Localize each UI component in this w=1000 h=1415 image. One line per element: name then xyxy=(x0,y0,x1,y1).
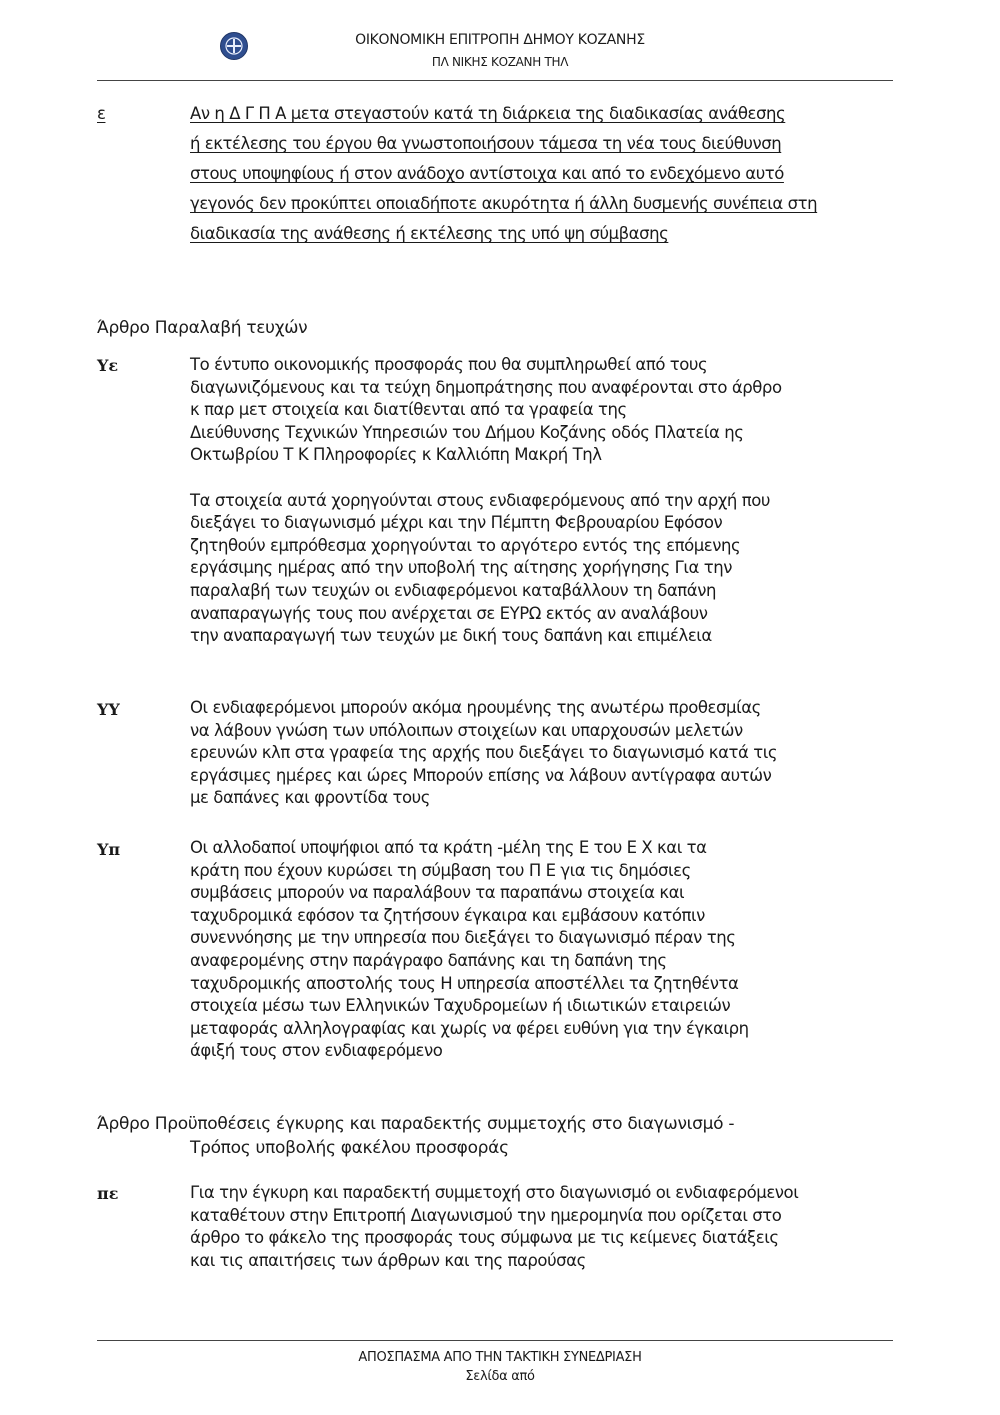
paragraph-line: άφιξή τους στον ενδιαφερόμενο xyxy=(190,1041,443,1061)
paragraph-line: κ παρ μετ στοιχεία και διατίθενται από τα γραφεία της xyxy=(190,400,627,420)
paragraph-line: διεξάγει το διαγωνισμό μέχρι και την Πέμπτη Φεβρουαρίου Εφόσον xyxy=(190,513,723,533)
page-number: Σελίδα από xyxy=(465,1369,535,1384)
article-subheading: Τρόπος υποβολής φακέλου προσφοράς xyxy=(190,1138,509,1158)
paragraph-line: Για την έγκυρη και παραδεκτή συμμετοχή στο διαγωνισμό οι ενδιαφερόμενοι xyxy=(190,1183,799,1202)
header-divider xyxy=(97,80,893,81)
paragraph-line: διαγωνιζόμενους και τα τεύχη δημοπράτησης που αναφέρονται στο άρθρο xyxy=(190,377,782,397)
footer-divider xyxy=(97,1340,893,1341)
paragraph-line-text: την αναπαραγωγή των τευχών με δική τους δαπάνη και επιμέλεια xyxy=(190,626,712,646)
paragraph-number: Υπ xyxy=(97,840,121,859)
paragraph-body xyxy=(190,837,749,1063)
intro-lead: ε xyxy=(97,104,106,123)
paragraph-line: Οι αλλοδαποί υποψήφιοι από τα κράτη -μέλη της Ε του Ε Χ και τα xyxy=(190,838,707,857)
paragraph-line: αναπαραγωγής τους που ανέρχεται σε ΕΥΡΩ εκτός αν αναλάβουν xyxy=(190,603,708,623)
paragraph-line: Οκτωβρίου Τ Κ Πληροφορίες κ Καλλιόπη Μακρή Τηλ xyxy=(190,445,602,465)
paragraph-body xyxy=(190,1182,798,1272)
intro-line: Αν η Δ Γ Π Α μετα στεγαστούν κατά τη διάρκεια της διαδικασίας ανάθεσης xyxy=(190,104,786,123)
paragraph-line: μεταφοράς αλληλογραφίας και χωρίς να φέρει ευθύνη για την έγκαιρη xyxy=(190,1018,749,1038)
paragraph-line: κράτη που έχουν κυρώσει τη σύμβαση του Π Ε για τις δημόσιες xyxy=(190,860,691,880)
paragraph-body xyxy=(190,697,777,810)
paragraph-line: εργάσιμες ημέρες και ώρες Μπορούν επίσης να λάβουν αντίγραφα αυτών xyxy=(190,765,772,785)
paragraph-number: πε xyxy=(97,1184,119,1203)
paragraph-line: ταχυδρομικά εφόσον τα ζητήσουν έγκαιρα και εμβάσουν κατόπιν xyxy=(190,905,705,925)
paragraph-line: Τα στοιχεία αυτά χορηγούνται στους ενδιαφερόμενους από την αρχή που xyxy=(190,490,770,510)
paragraph-line: ταχυδρομικής αποστολής τους Η υπηρεσία αποστέλλει τα ζητηθέντα xyxy=(190,973,739,993)
paragraph-line: Το έντυπο οικονομικής προσφοράς που θα συμπληρωθεί από τους xyxy=(190,355,708,374)
intro-line: διαδικασία της ανάθεσης ή εκτέλεσης της υπό ψη σύμβασης xyxy=(190,224,669,243)
paragraph-line: και τις απαιτήσεις των άρθρων και της παρούσας xyxy=(190,1250,586,1270)
paragraph-line xyxy=(190,467,782,490)
paragraph-number: Υε xyxy=(97,356,119,375)
paragraph-line: συμβάσεις μπορούν να παραλάβουν τα παραπάνω στοιχεία και xyxy=(190,883,685,903)
paragraph-line: Διεύθυνσης Τεχνικών Υπηρεσιών του Δήμου Κοζάνης οδός Πλατεία ης xyxy=(190,422,744,442)
paragraph-number: ΥΥ xyxy=(97,700,120,719)
paragraph-line-last xyxy=(190,625,782,648)
intro-line: στους υποψηφίους ή στον ανάδοχο αντίστοιχα και από το ενδεχόμενο αυτό xyxy=(190,164,784,183)
footer-title: ΑΠΟΣΠΑΣΜΑ ΑΠΟ ΤΗΝ ΤΑΚΤΙΚΗ ΣΥΝΕΔΡΙΑΣΗ xyxy=(358,1350,642,1365)
paragraph-line: ερευνών κλπ στα γραφεία της αρχής που διεξάγει το διαγωνισμό κατά τις xyxy=(190,743,778,763)
paragraph-line: αναφερομένης στην παράγραφο δαπάνης και τη δαπάνη της xyxy=(190,950,667,970)
header-title: ΟΙΚΟΝΟΜΙΚΗ ΕΠΙΤΡΟΠΗ ΔΗΜΟΥ ΚΟΖΑΝΗΣ xyxy=(355,32,645,48)
paragraph-line: στοιχεία μέσω των Ελληνικών Ταχυδρομείων ή ιδιωτικών εταιρειών xyxy=(190,996,731,1016)
article-heading: Άρθρο Προϋποθέσεις έγκυρης και παραδεκτής συμμετοχής στο διαγωνισμό - xyxy=(97,1114,735,1134)
header-address: ΠΛ ΝΙΚΗΣ ΚΟΖΑΝΗ ΤΗΛ xyxy=(431,55,569,69)
paragraph-line: παραλαβή των τευχών οι ενδιαφερόμενοι καταβάλλουν τη δαπάνη xyxy=(190,580,716,600)
intro-line: ή εκτέλεσης του έργου θα γνωστοποιήσουν τάμεσα τη νέα τους διεύθυνση xyxy=(190,134,782,153)
paragraph-line: καταθέτουν στην Επιτροπή Διαγωνισμού την ημερομηνία που ορίζεται στο xyxy=(190,1205,782,1225)
intro-paragraph xyxy=(190,99,817,249)
paragraph-line: Οι ενδιαφερόμενοι μπορούν ακόμα ηρουμένης της ανωτέρω προθεσμίας xyxy=(190,698,761,717)
paragraph-body xyxy=(190,354,782,648)
paragraph-line: εργάσιμης ημέρας από την υποβολή της αίτησης χορήγησης Για την xyxy=(190,558,733,578)
paragraph-line: άρθρο το φάκελο της προσφοράς τους σύμφωνα με τις κείμενες διατάξεις xyxy=(190,1228,779,1248)
article-heading: Άρθρο Παραλαβή τευχών xyxy=(97,318,308,338)
paragraph-line: ζητηθούν εμπρόθεσμα χορηγούνται το αργότερο εντός της επόμενης xyxy=(190,535,741,555)
paragraph-line: να λάβουν γνώση των υπόλοιπων στοιχείων και υπαρχουσών μελετών xyxy=(190,720,743,740)
paragraph-line: με δαπάνες και φροντίδα τους xyxy=(190,788,430,808)
intro-line: γεγονός δεν προκύπτει οποιαδήποτε ακυρότητα ή άλλη δυσμενής συνέπεια στη xyxy=(190,194,818,213)
paragraph-line: συνεννόησης με την υπηρεσία που διεξάγει το διαγωνισμό πέραν της xyxy=(190,928,736,948)
